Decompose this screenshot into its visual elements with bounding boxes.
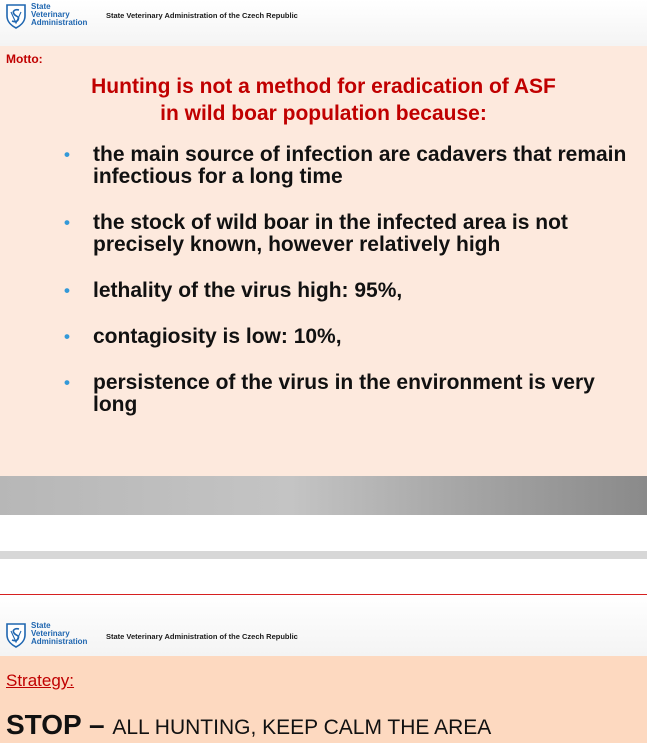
strategy-label: Strategy: [6,671,75,690]
bullet-item [64,372,644,416]
logo-line: Administration [31,18,88,27]
logo-line: Veterinary [31,10,70,19]
header-title: State Veterinary Administration of the Czech Republic [106,632,298,641]
bullet-dot-icon: • [64,281,70,300]
logo-line: State [31,621,51,630]
bullet-text: the stock of wild boar in the infected area is not precisely known, however relatively high [93,211,568,256]
motto-label: Motto: [6,52,43,66]
bullet-text: contagiosity is low: 10%, [93,325,342,348]
logo-wordmark [31,622,87,646]
stop-dash: – [81,709,113,740]
bullet-dot-icon: • [64,373,70,392]
bullet-text: the main source of infection are cadavers that remain infectious for a long time [93,143,627,188]
bullet-text: persistence of the virus in the environment is very long [93,371,595,416]
stop-line [6,709,491,741]
bullet-dot-icon: • [64,145,70,164]
footer-band [0,476,647,515]
slide-strategy [0,594,647,743]
slide-header [0,0,647,46]
slide-body [0,656,647,743]
logo-line: Veterinary [31,629,70,638]
bullet-dot-icon: • [64,213,70,232]
slide-separator [0,551,647,559]
header-rule [0,594,647,595]
slide-body [0,46,647,476]
slide-header [0,594,647,656]
svs-shield-icon [5,3,27,29]
bullet-item [64,326,644,348]
bullet-item [64,212,644,256]
bullet-item [64,144,644,188]
slide-heading [0,73,647,127]
logo-wordmark [31,3,87,27]
header-title: State Veterinary Administration of the Czech Republic [106,11,298,20]
bullet-item [64,280,644,302]
bullet-list [64,144,644,440]
svs-shield-icon [5,622,27,648]
stop-text: ALL HUNTING, KEEP CALM THE AREA [112,716,492,739]
bullet-dot-icon: • [64,327,70,346]
stop-word: STOP [6,709,82,740]
heading-line: in wild boar population because: [160,102,487,125]
logo-line: Administration [31,637,88,646]
heading-line: Hunting is not a method for eradication of ASF [91,75,556,98]
logo-line: State [31,2,51,11]
bullet-text: lethality of the virus high: 95%, [93,279,403,302]
